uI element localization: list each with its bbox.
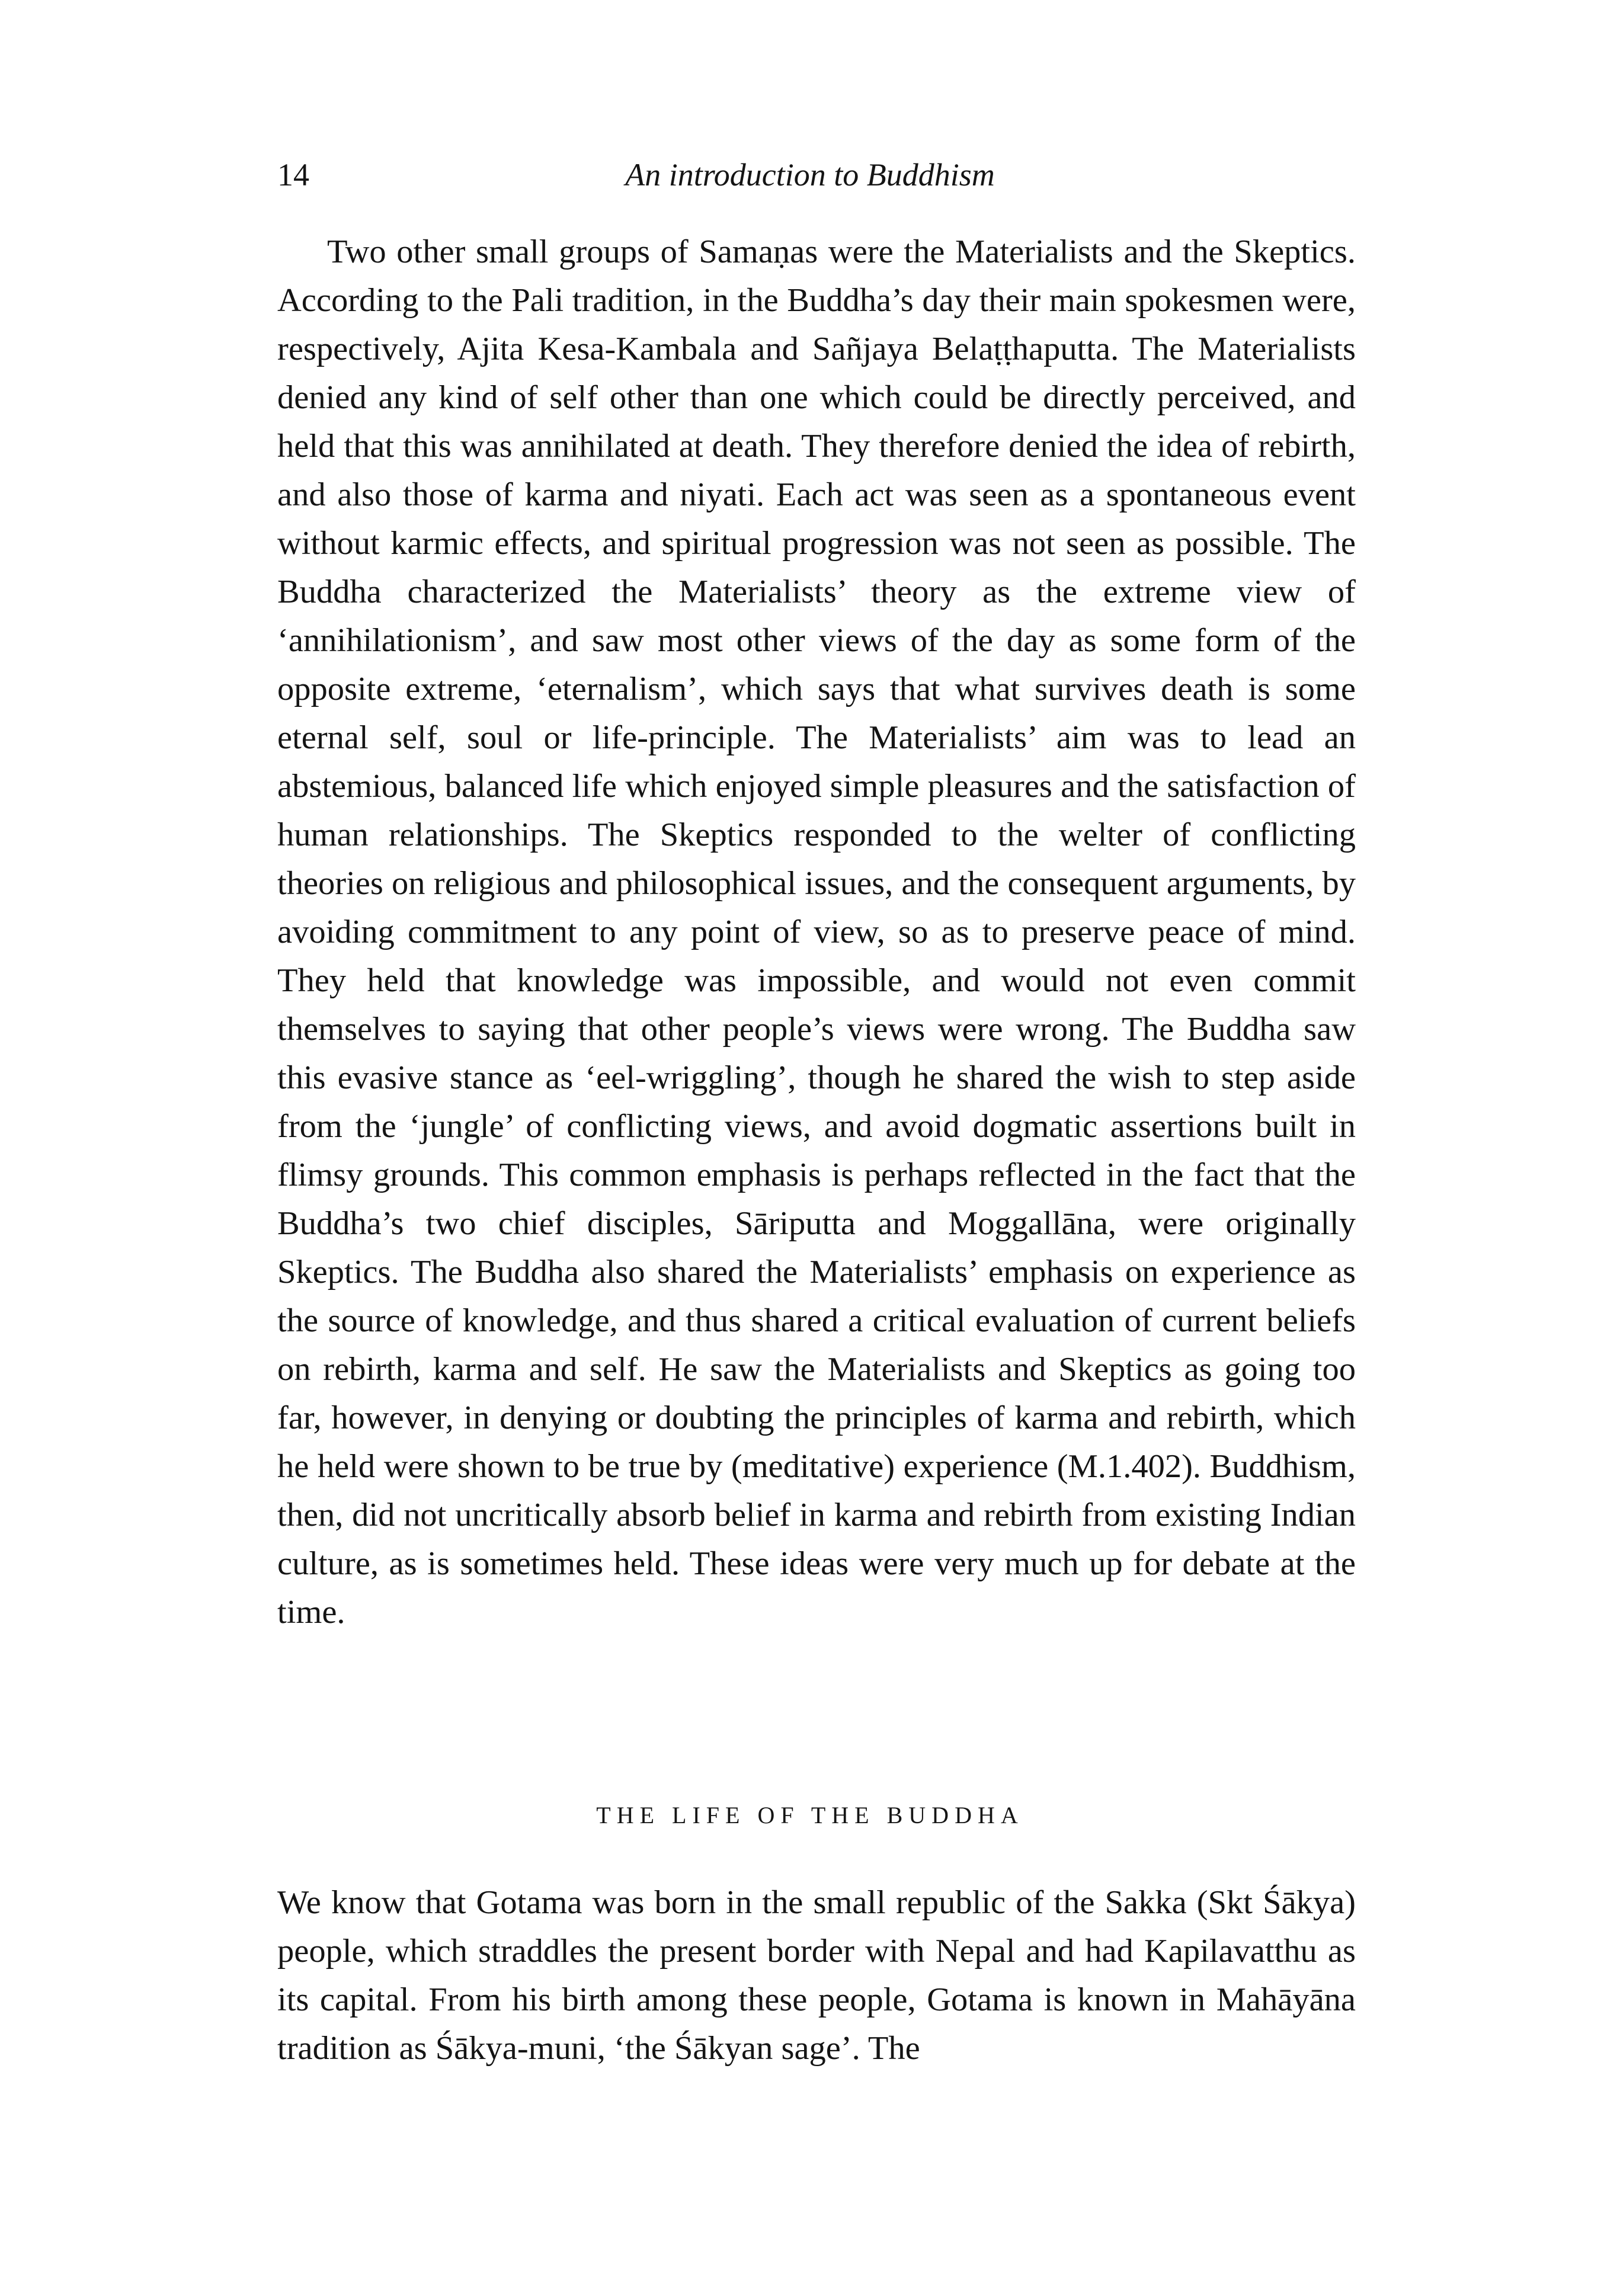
- body-paragraph: Two other small groups of Samaṇas were the Materialists and the Skeptics. According to the Pali tradition, in the Buddha’s day their main spokesmen were, respectively, Ajita Kesa-Kambala and Sañjaya Belaṭṭhaputta. The Materialists denied any kind of self other than one which could be directly perceived, and held that this was annihilated at death. They therefore denied the idea of rebirth, and also those of karma and niyati. Each act was seen as a spontaneous event without karmic effects, and spiritual progression was not seen as possible. The Buddha characterized the Materialists’ theory as the extreme view of ‘annihilationism’, and saw most other views of the day as some form of the opposite extreme, ‘eternalism’, which says that what survives death is some eternal self, soul or life-principle. The Materialists’ aim was to lead an abstemious, balanced life which enjoyed simple pleasures and the satisfaction of human relationships. The Skeptics responded to the welter of conflicting theories on religious and philosophical issues, and the consequent arguments, by avoiding commitment to any point of view, so as to preserve peace of mind. They held that knowledge was impossible, and would not even commit themselves to saying that other people’s views were wrong. The Buddha saw this evasive stance as ‘eel-wriggling’, though he shared the wish to step aside from the ‘jungle’ of conflicting views, and avoid dogmatic assertions built in flimsy grounds. This common emphasis is perhaps reflected in the fact that the Buddha’s two chief disciples, Sāriputta and Moggallāna, were originally Skeptics. The Buddha also shared the Materialists’ emphasis on experience as the source of knowledge, and thus shared a critical evaluation of current beliefs on rebirth, karma and self. He saw the Materialists and Skeptics as going too far, however, in denying or doubting the principles of karma and rebirth, which he held were shown to be true by (meditative) experience (M.1.402). Buddhism, then, did not uncritically absorb belief in karma and rebirth from existing Indian culture, as is sometimes held. These ideas were very much up for debate at the time.: [277, 233, 1356, 1631]
- page-number: 14: [277, 157, 309, 193]
- section-heading: THE LIFE OF THE BUDDHA: [596, 1802, 1024, 1829]
- running-head: An introduction to Buddhism: [625, 157, 995, 193]
- section-paragraph: We know that Gotama was born in the small republic of the Sakka (Skt Śākya) people, which straddles the present border with Nepal and had Kapilavatthu as its capital. From his birth among these people, Gotama is known in Mahāyāna tradition as Śākya-muni, ‘the Śākyan sage’. The: [277, 1884, 1356, 2067]
